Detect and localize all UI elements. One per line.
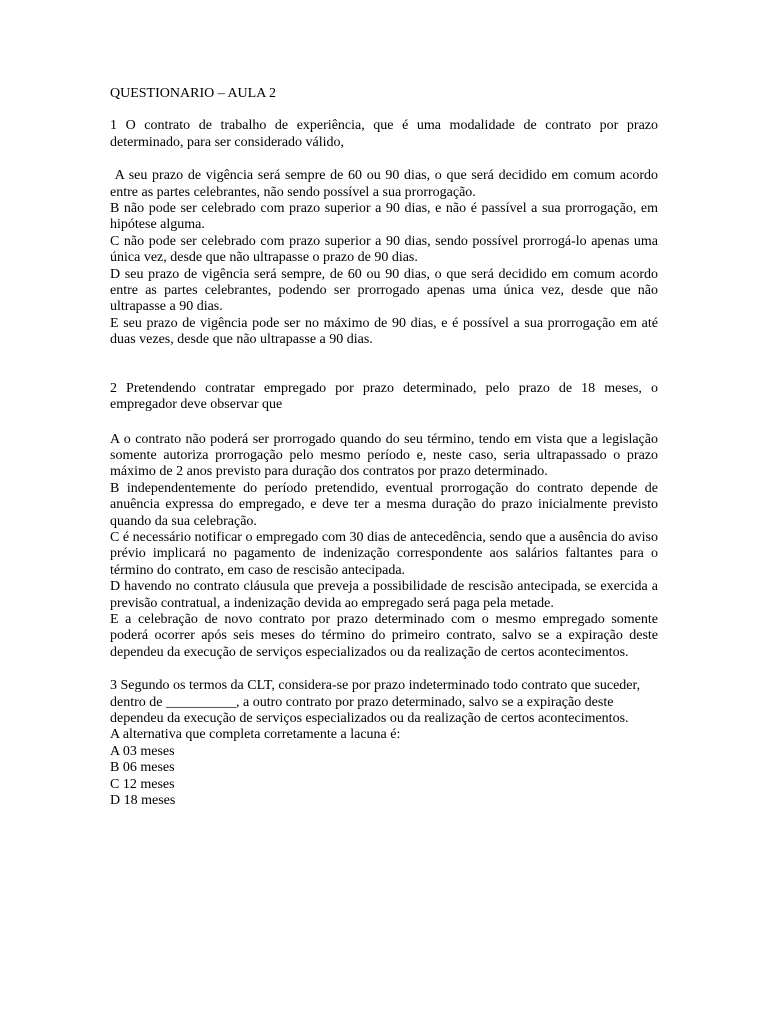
question-3-prompt: A alternativa que completa corretamente a lacuna é: bbox=[110, 727, 401, 743]
question-1-option-c: C não pode ser celebrado com prazo superior a 90 dias, sendo possível prorrogá-lo apenas uma única vez, desde que não ultrapasse o prazo de 90 dias. bbox=[110, 233, 658, 266]
question-1-option-a: A seu prazo de vigência será sempre de 60 ou 90 dias, o que será decidido em comum acordo entre as partes celebrantes, não sendo possível a sua prorrogação. bbox=[110, 168, 662, 200]
question-2-option-a: A o contrato não poderá ser prorrogado quando do seu término, tendo em vista que a legislação somente autoriza prorrogação pelo mesmo período e, neste caso, seria ultrapassado o prazo máximo de 2 anos previsto para duração dos contratos por prazo determinado. bbox=[110, 431, 658, 480]
question-3-stem: 3 Segundo os termos da CLT, considera-se por prazo indeterminado todo contrato que suceder, dentro de __________, a outro contrato por prazo determinado, salvo se a expiração deste dependeu da execução de serviços especializados ou da realização de certos acontecimentos. bbox=[110, 678, 641, 726]
question-1-option-e: E seu prazo de vigência pode ser no máximo de 90 dias, e é possível a sua prorrogação em até duas vezes, desde que não ultrapasse a 90 dias. bbox=[110, 315, 658, 348]
question-3-options bbox=[110, 744, 658, 810]
question-2-option-e: E a celebração de novo contrato por prazo determinado com o mesmo empregado somente poderá ocorrer após seis meses do término do primeiro contrato, salvo se a expiração deste dependeu da execução de serviços especializados ou da realização de certos acontecimentos. bbox=[110, 611, 658, 660]
question-3-option-c: C 12 meses bbox=[110, 776, 175, 792]
question-1-option-d: D seu prazo de vigência será sempre, de 60 ou 90 dias, o que será decidido em comum acordo entre as partes celebrantes, podendo ser prorrogado apenas uma única vez, desde que não ultrapasse a 90 dias. bbox=[110, 266, 658, 315]
question-2-stem: 2 Pretendendo contratar empregado por prazo determinado, pelo prazo de 18 meses, o empregador deve observar que bbox=[110, 380, 658, 413]
question-1-stem: 1 O contrato de trabalho de experiência, que é uma modalidade de contrato por prazo determinado, para ser considerado válido, bbox=[110, 118, 658, 150]
question-1-option-b: B não pode ser celebrado com prazo superior a 90 dias, e não é passível a sua prorrogação, em hipótese alguma. bbox=[110, 201, 658, 233]
question-3-option-d: D 18 meses bbox=[110, 793, 176, 809]
question-2-option-b: B independentemente do período pretendido, eventual prorrogação do contrato depende de anuência expressa do empregado, e deve ter a mesma duração do prazo inicialmente previsto quando da sua celebração. bbox=[110, 480, 658, 529]
question-2-option-c: C é necessário notificar o empregado com 30 dias de antecedência, sendo que a ausência do aviso prévio implicará no pagamento de indenização correspondente aos salários faltantes para o término do contrato, em caso de rescisão antecipada. bbox=[110, 529, 658, 578]
question-3-option-b: B 06 meses bbox=[110, 760, 175, 776]
document-page bbox=[110, 86, 662, 809]
question-2-option-d: D havendo no contrato cláusula que preveja a possibilidade de rescisão antecipada, se exercida a previsão contratual, a indenização devida ao empregado será paga pela metade. bbox=[110, 579, 658, 611]
question-3-option-a: A 03 meses bbox=[110, 743, 175, 759]
question-2-options bbox=[110, 432, 658, 662]
document-title: QUESTIONARIO – AULA 2 bbox=[110, 86, 277, 101]
question-1-options bbox=[110, 168, 662, 348]
